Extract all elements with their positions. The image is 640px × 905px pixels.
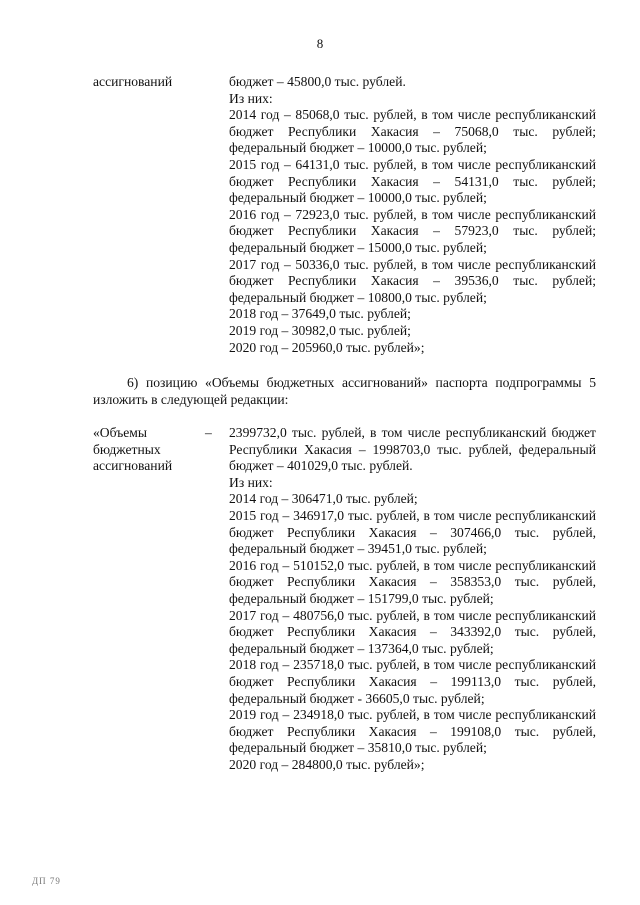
section2-label-line: «Объемы [93, 425, 147, 440]
section1-line: Из них: [229, 90, 273, 106]
section2-line: 2020 год – 284800,0 тыс. рублей»; [229, 756, 425, 772]
section1-line: 2017 год – 50336,0 тыс. рублей, в том числе республиканский бюджет Республики Хакасия – 39536,0 тыс. рублей; федеральный бюджет – 10800,0 тыс. рублей; [229, 256, 596, 305]
section1-line: 2016 год – 72923,0 тыс. рублей, в том числе республиканский бюджет Республики Хакасия – 57923,0 тыс. рублей; федеральный бюджет – 15000,0 тыс. рублей; [229, 206, 596, 255]
section2-line: 2019 год – 234918,0 тыс. рублей, в том числе республиканский бюджет Республики Хакасия – 199108,0 тыс. рублей, федеральный бюджет – 35810,0 тыс. рублей; [229, 707, 596, 756]
section1-line: 2018 год – 37649,0 тыс. рублей; [229, 306, 411, 322]
amendment-paragraph [93, 374, 596, 408]
section2-line: 2399732,0 тыс. рублей, в том числе республиканский бюджет Республики Хакасия – 1998703,0 тыс. рублей, федеральный бюджет – 401029,0 тыс. рублей. [229, 425, 596, 474]
section2-line: 2016 год – 510152,0 тыс. рублей, в том числе республиканский бюджет Республики Хакасия – 358353,0 тыс. рублей, федеральный бюджет – 151799,0 тыс. рублей; [229, 557, 596, 606]
section1-line: 2014 год – 85068,0 тыс. рублей, в том числе республиканский бюджет Республики Хакасия – 75068,0 тыс. рублей; федеральный бюджет – 10000,0 тыс. рублей; [229, 107, 596, 156]
section2-line: Из них: [229, 474, 273, 490]
section2-left-label [93, 425, 172, 475]
section1-line: 2019 год – 30982,0 тыс. рублей; [229, 322, 411, 338]
section2-line: 2015 год – 346917,0 тыс. рублей, в том числе республиканский бюджет Республики Хакасия – 307466,0 тыс. рублей, федеральный бюджет – 39451,0 тыс. рублей; [229, 507, 596, 557]
section2-line: 2018 год – 235718,0 тыс. рублей, в том числе республиканский бюджет Республики Хакасия – 199113,0 тыс. рублей, федеральный бюджет - 36605,0 тыс. рублей; [229, 657, 596, 706]
section2-label-line: бюджетных [93, 441, 161, 457]
section2-right-column [229, 425, 596, 773]
section1-line: 2015 год – 64131,0 тыс. рублей, в том числе республиканский бюджет Республики Хакасия – 54131,0 тыс. рублей; федеральный бюджет – 10000,0 тыс. рублей; [229, 156, 596, 206]
section1-left-label: ассигнований [93, 74, 173, 89]
section2-line: 2014 год – 306471,0 тыс. рублей; [229, 491, 418, 507]
section2-dash: – [205, 425, 212, 440]
section1-line: 2020 год – 205960,0 тыс. рублей»; [229, 339, 425, 355]
section1-line: бюджет – 45800,0 тыс. рублей. [229, 74, 406, 89]
section2-line: 2017 год – 480756,0 тыс. рублей, в том числе республиканский бюджет Республики Хакасия – 343392,0 тыс. рублей, федеральный бюджет – 137364,0 тыс. рублей; [229, 607, 596, 656]
section1-right-column [229, 74, 596, 356]
footer-mark: ДП 79 [32, 876, 61, 886]
page-number: 8 [316, 36, 324, 51]
section2-label-line: ассигнований [93, 458, 173, 474]
amendment-paragraph-text: 6) позицию «Объемы бюджетных ассигнований» паспорта подпрограммы 5 изложить в следующей редакции: [93, 375, 596, 407]
